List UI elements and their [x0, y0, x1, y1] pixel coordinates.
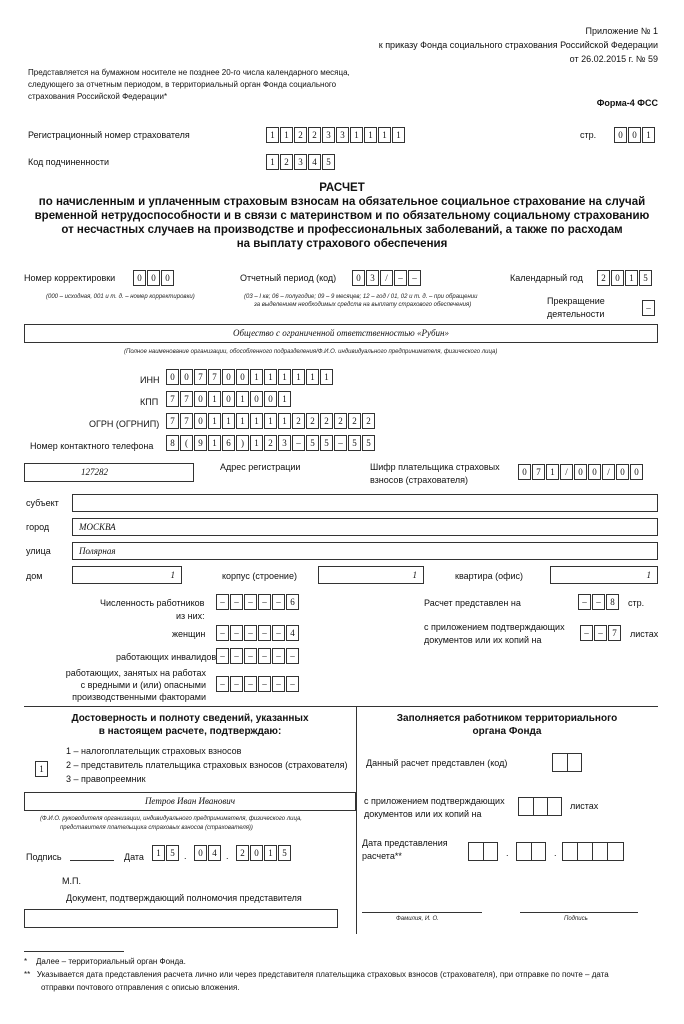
char-cell[interactable]: 0: [194, 391, 207, 407]
char-cell[interactable]: –: [216, 648, 229, 664]
char-cell[interactable]: 6: [286, 594, 299, 610]
char-cell[interactable]: –: [244, 648, 257, 664]
fund-heading-2: органа Фонда: [472, 726, 542, 737]
char-cell[interactable]: 3: [336, 127, 349, 143]
char-cell[interactable]: 0: [264, 391, 277, 407]
stop-activity-cell[interactable]: [642, 300, 656, 316]
char-cell[interactable]: –: [272, 625, 285, 641]
city-value: МОСКВА: [79, 522, 116, 532]
house-value: 1: [170, 570, 175, 580]
char-cell[interactable]: 1: [152, 845, 165, 861]
reg-number-cells[interactable]: [266, 127, 406, 143]
char-cell[interactable]: 5: [306, 435, 319, 451]
char-cell[interactable]: 1: [392, 127, 405, 143]
fund-attach-label-2: документов или их копий на: [364, 809, 482, 819]
char-cell[interactable]: 0: [611, 270, 624, 286]
fund-attach-cells[interactable]: [518, 797, 562, 816]
date-year-cells[interactable]: [236, 845, 292, 861]
city-label: город: [26, 522, 50, 532]
char-cell[interactable]: 0: [250, 391, 263, 407]
char-cell[interactable]: 0: [133, 270, 146, 286]
char-cell[interactable]: 7: [166, 413, 179, 429]
char-cell[interactable]: –: [216, 676, 229, 692]
fund-date-year[interactable]: [562, 842, 624, 861]
char-cell[interactable]: –: [258, 625, 271, 641]
fio-note-2: представителя плательщика страховых взносов (страхователя)): [60, 825, 253, 831]
char-cell[interactable]: 5: [322, 154, 335, 170]
fio-note-1: (Ф.И.О. руководителя организации, индивидуального предпринимателя, физического лица,: [40, 816, 302, 822]
corpus-value: 1: [412, 570, 417, 580]
document-title: [0, 181, 684, 251]
char-cell[interactable]: –: [578, 594, 591, 610]
char-cell[interactable]: /: [602, 464, 615, 480]
char-cell[interactable]: 1: [306, 369, 319, 385]
char-cell[interactable]: 1: [292, 369, 305, 385]
inn-cells[interactable]: [166, 369, 334, 385]
confirm-option-1: 1 – налогоплательщик страховых взносов: [66, 746, 242, 756]
char-cell[interactable]: 0: [352, 270, 365, 286]
fund-date-label-1: Дата представления: [362, 838, 448, 848]
char-cell[interactable]: 1: [208, 413, 221, 429]
char-cell[interactable]: –: [216, 625, 229, 641]
char-cell[interactable]: 1: [222, 413, 235, 429]
char-cell[interactable]: 1: [264, 369, 277, 385]
char-cell[interactable]: 0: [614, 127, 627, 143]
char-cell[interactable]: –: [258, 648, 271, 664]
char-cell[interactable]: 7: [194, 369, 207, 385]
char-cell[interactable]: 4: [286, 625, 299, 641]
hazard-label-1: работающих, занятых на работах: [65, 668, 206, 678]
char-cell[interactable]: 3: [366, 270, 379, 286]
char-cell[interactable]: 0: [630, 464, 643, 480]
fund-sign-caption: Подпись: [564, 916, 588, 922]
title-line-2: по начисленным и уплаченным страховым взносам на обязательное социальное страхование на случай: [38, 196, 646, 208]
ogrn-label: ОГРН (ОГРНИП): [89, 419, 160, 429]
char-cell[interactable]: –: [408, 270, 421, 286]
char-cell[interactable]: 0: [222, 391, 235, 407]
char-cell[interactable]: 2: [308, 127, 321, 143]
doc-field[interactable]: [24, 909, 338, 928]
corpus-label: корпус (строение): [222, 571, 297, 581]
char-cell[interactable]: 0: [588, 464, 601, 480]
fund-date-sep-1: .: [506, 848, 509, 858]
fund-month-divider: [531, 843, 532, 860]
char-cell[interactable]: 1: [236, 391, 249, 407]
char-cell[interactable]: 8: [166, 435, 179, 451]
char-cell[interactable]: –: [272, 594, 285, 610]
char-cell[interactable]: –: [244, 594, 257, 610]
fund-year-divider-1: [577, 843, 578, 860]
char-cell[interactable]: (: [180, 435, 193, 451]
page-label: стр.: [580, 130, 597, 140]
subject-label: субъект: [26, 498, 59, 508]
org-name-field[interactable]: [24, 324, 658, 343]
char-cell[interactable]: 3: [294, 154, 307, 170]
attach-label-2: документов или их копий на: [424, 635, 542, 645]
kpp-label: КПП: [140, 397, 159, 407]
date-sep-1: .: [184, 851, 187, 861]
char-cell[interactable]: 1: [350, 127, 363, 143]
corpus-field[interactable]: [318, 566, 424, 584]
fund-date-day[interactable]: [468, 842, 498, 861]
year-cells[interactable]: [597, 270, 653, 286]
fund-heading: [356, 712, 658, 738]
pages-suffix: стр.: [628, 598, 645, 608]
char-cell[interactable]: 5: [639, 270, 652, 286]
char-cell[interactable]: –: [230, 594, 243, 610]
char-cell[interactable]: 1: [35, 761, 48, 777]
subject-field[interactable]: [72, 494, 658, 512]
pages-label: Расчет представлен на: [424, 598, 521, 608]
char-cell[interactable]: 2: [597, 270, 610, 286]
submit-note-2: следующего за отчетным периодом, в территориальный орган Фонда социального: [28, 80, 337, 89]
char-cell[interactable]: –: [580, 625, 593, 641]
confirm-option-3: 3 – правопреемник: [66, 774, 146, 784]
confirm-option-2: 2 – представитель плательщика страховых взносов (страхователя): [66, 760, 348, 770]
confirm-heading-2: в настоящем расчете, подтверждаю:: [98, 726, 282, 737]
title-line-1: РАСЧЕТ: [319, 182, 365, 194]
confirm-heading-1: Достоверность и полноту сведений, указанных: [71, 713, 309, 724]
fund-attach-label-1: с приложением подтверждающих: [364, 796, 505, 806]
char-cell[interactable]: 2: [280, 154, 293, 170]
title-line-4: от несчастных случаев на производстве и профессиональных заболеваний, а также по расходам: [61, 224, 623, 236]
phone-label: Номер контактного телефона: [30, 441, 154, 451]
city-field[interactable]: [72, 518, 658, 536]
char-cell[interactable]: /: [560, 464, 573, 480]
fund-fio-line[interactable]: [362, 912, 482, 913]
char-cell[interactable]: 7: [180, 391, 193, 407]
char-cell[interactable]: 1: [266, 154, 279, 170]
period-cells[interactable]: [352, 270, 422, 286]
char-cell[interactable]: 0: [194, 413, 207, 429]
postal-index-value: 127282: [81, 467, 108, 477]
char-cell[interactable]: 7: [532, 464, 545, 480]
sign-line[interactable]: [70, 860, 114, 861]
date-month-cells[interactable]: [194, 845, 222, 861]
char-cell[interactable]: 0: [194, 845, 207, 861]
char-cell[interactable]: –: [216, 594, 229, 610]
submit-note-3: страхования Российской Федерации*: [28, 92, 168, 101]
char-cell[interactable]: –: [594, 625, 607, 641]
flat-label: квартира (офис): [455, 571, 524, 581]
period-label: Отчетный период (код): [240, 273, 337, 283]
order-line: к приказу Фонда социального страхования Российской Федерации: [378, 40, 658, 50]
confirm-heading: [24, 712, 356, 738]
char-cell[interactable]: –: [230, 648, 243, 664]
char-cell[interactable]: 2: [292, 413, 305, 429]
char-cell[interactable]: 2: [320, 413, 333, 429]
disabled-cells[interactable]: [216, 648, 300, 664]
sub-code-cells[interactable]: [266, 154, 336, 170]
confirm-code-cell[interactable]: [35, 761, 49, 777]
org-name-note: (Полное наименование организации, обособленного подразделения/Ф.И.О. индивидуального предпринимателя, физического лица): [124, 349, 498, 355]
char-cell[interactable]: 1: [278, 369, 291, 385]
char-cell[interactable]: 0: [161, 270, 174, 286]
attach-label-1: с приложением подтверждающих: [424, 622, 565, 632]
char-cell[interactable]: 2: [334, 413, 347, 429]
char-cell[interactable]: 1: [264, 845, 277, 861]
sub-code-label: Код подчиненности: [28, 157, 110, 167]
staff-count-label-2: из них:: [176, 611, 205, 621]
char-cell[interactable]: 1: [280, 127, 293, 143]
char-cell[interactable]: 5: [166, 845, 179, 861]
char-cell[interactable]: 2: [236, 845, 249, 861]
char-cell[interactable]: 1: [642, 127, 655, 143]
fund-attach-suffix: листах: [570, 801, 599, 811]
attach-cells[interactable]: [580, 625, 622, 641]
hazard-label-3: производственными факторами: [72, 692, 206, 702]
fund-sign-line[interactable]: [520, 912, 638, 913]
char-cell[interactable]: /: [380, 270, 393, 286]
ogrn-cells[interactable]: [166, 413, 376, 429]
section-divider: [24, 706, 658, 707]
hazard-cells[interactable]: [216, 676, 300, 692]
page-number-cells[interactable]: [614, 127, 656, 143]
house-label: дом: [26, 571, 43, 581]
char-cell[interactable]: 0: [180, 369, 193, 385]
char-cell[interactable]: –: [230, 676, 243, 692]
cipher-label-2: взносов (страхователя): [370, 475, 469, 485]
staff-count-cells[interactable]: [216, 594, 300, 610]
char-cell[interactable]: 1: [264, 413, 277, 429]
char-cell[interactable]: 5: [362, 435, 375, 451]
char-cell[interactable]: 1: [320, 369, 333, 385]
fund-submitted-label: Данный расчет представлен (код): [366, 758, 508, 768]
form-name: Форма-4 ФСС: [596, 98, 658, 108]
char-cell[interactable]: 2: [348, 413, 361, 429]
date-sep-2: .: [226, 851, 229, 861]
fio-value: Петров Иван Иванович: [144, 796, 236, 806]
char-cell[interactable]: –: [286, 676, 299, 692]
street-label: улица: [26, 546, 51, 556]
char-cell[interactable]: 1: [278, 391, 291, 407]
char-cell[interactable]: 1: [208, 435, 221, 451]
char-cell[interactable]: 0: [250, 845, 263, 861]
char-cell[interactable]: 1: [250, 435, 263, 451]
cipher-cells[interactable]: [518, 464, 644, 480]
stop-label-2: деятельности: [547, 309, 605, 319]
footnote-1: * Далее – территориальный орган Фонда.: [24, 957, 186, 966]
char-cell[interactable]: 7: [608, 625, 621, 641]
flat-value: 1: [646, 570, 651, 580]
char-cell[interactable]: 8: [606, 594, 619, 610]
fund-heading-1: Заполняется работником территориального: [396, 713, 618, 724]
attach-suffix: листах: [630, 629, 659, 639]
column-divider: [356, 706, 357, 934]
date-day-cells[interactable]: [152, 845, 180, 861]
char-cell[interactable]: 4: [308, 154, 321, 170]
fund-day-divider: [483, 843, 484, 860]
char-cell[interactable]: 5: [348, 435, 361, 451]
hazard-label-2: с вредными и (или) опасными: [80, 680, 206, 690]
footnote-3: отправки почтового отправления с описью вложения.: [41, 983, 240, 992]
fund-code-divider: [567, 754, 568, 771]
char-cell[interactable]: 0: [628, 127, 641, 143]
char-cell[interactable]: 0: [518, 464, 531, 480]
char-cell[interactable]: –: [334, 435, 347, 451]
sign-label: Подпись: [26, 852, 62, 862]
footnote-separator: [24, 951, 124, 952]
date-label: Дата: [124, 852, 144, 862]
fund-date-month[interactable]: [516, 842, 546, 861]
house-field[interactable]: [72, 566, 182, 584]
correction-note: (000 – исходная, 001 и т. д. – номер корректировки): [46, 294, 195, 300]
char-cell[interactable]: –: [292, 435, 305, 451]
street-field[interactable]: [72, 542, 658, 560]
org-name-value: Общество с ограниченной ответственностью «Рубин»: [233, 328, 449, 338]
fund-attach-divider-1: [533, 798, 534, 815]
fund-year-divider-2: [592, 843, 593, 860]
doc-label: Документ, подтверждающий полномочия представителя: [66, 893, 302, 903]
char-cell[interactable]: 1: [250, 369, 263, 385]
women-label: женщин: [172, 629, 206, 639]
char-cell[interactable]: –: [244, 676, 257, 692]
char-cell[interactable]: 1: [625, 270, 638, 286]
char-cell[interactable]: 1: [266, 127, 279, 143]
street-value: Полярная: [79, 546, 116, 556]
cipher-label-1: Шифр плательщика страховых: [370, 462, 500, 472]
char-cell[interactable]: –: [258, 676, 271, 692]
correction-label: Номер корректировки: [24, 273, 116, 283]
fio-field[interactable]: [24, 792, 356, 811]
stop-label-1: Прекращение: [547, 296, 605, 306]
char-cell[interactable]: 5: [320, 435, 333, 451]
char-cell[interactable]: 0: [166, 369, 179, 385]
char-cell[interactable]: 3: [322, 127, 335, 143]
period-note-1: (03 – I кв; 06 – полугодие; 09 – 9 месяцев; 12 – год / 01, 02 и т. д. – при обращении: [244, 294, 478, 300]
char-cell[interactable]: 1: [236, 413, 249, 429]
char-cell[interactable]: 5: [278, 845, 291, 861]
inn-label: ИНН: [140, 375, 160, 385]
fund-year-divider-3: [607, 843, 608, 860]
correction-cells[interactable]: [133, 270, 175, 286]
char-cell[interactable]: 9: [194, 435, 207, 451]
char-cell[interactable]: 1: [250, 413, 263, 429]
stamp-place: М.П.: [62, 876, 81, 886]
address-label: Адрес регистрации: [220, 462, 301, 472]
char-cell[interactable]: –: [592, 594, 605, 610]
char-cell[interactable]: 7: [208, 369, 221, 385]
char-cell[interactable]: –: [642, 300, 655, 316]
appendix-number: Приложение № 1: [585, 26, 658, 36]
char-cell[interactable]: –: [230, 625, 243, 641]
fund-date-label-2: расчета**: [362, 851, 402, 861]
year-label: Календарный год: [510, 273, 583, 283]
char-cell[interactable]: –: [258, 594, 271, 610]
char-cell[interactable]: 1: [546, 464, 559, 480]
char-cell[interactable]: 0: [147, 270, 160, 286]
reg-number-label: Регистрационный номер страхователя: [28, 130, 190, 140]
order-date: от 26.02.2015 г. № 59: [569, 54, 658, 64]
char-cell[interactable]: 7: [166, 391, 179, 407]
fund-submitted-code[interactable]: [552, 753, 582, 772]
phone-cells[interactable]: [166, 435, 376, 451]
char-cell[interactable]: –: [286, 648, 299, 664]
char-cell[interactable]: 3: [278, 435, 291, 451]
flat-field[interactable]: [550, 566, 658, 584]
char-cell[interactable]: 1: [208, 391, 221, 407]
char-cell[interactable]: 7: [180, 413, 193, 429]
char-cell[interactable]: –: [272, 676, 285, 692]
footnote-2: ** Указывается дата представления расчета лично или через представителя плательщика страховых взносов (страхователя), при отправке по почте – дата: [24, 970, 609, 979]
period-note-2: за выделением необходимых средств на выплату страхового обеспечения): [254, 302, 472, 308]
char-cell[interactable]: 0: [222, 369, 235, 385]
staff-count-label-1: Численность работников: [100, 598, 205, 608]
disabled-label: работающих инвалидов: [116, 652, 217, 662]
char-cell[interactable]: 6: [222, 435, 235, 451]
fund-attach-divider-2: [547, 798, 548, 815]
kpp-cells[interactable]: [166, 391, 292, 407]
char-cell[interactable]: –: [244, 625, 257, 641]
char-cell[interactable]: 0: [236, 369, 249, 385]
char-cell[interactable]: –: [394, 270, 407, 286]
postal-index-field[interactable]: [24, 463, 194, 482]
char-cell[interactable]: 2: [306, 413, 319, 429]
char-cell[interactable]: 2: [294, 127, 307, 143]
char-cell[interactable]: 2: [362, 413, 375, 429]
char-cell[interactable]: 0: [616, 464, 629, 480]
char-cell[interactable]: 1: [364, 127, 377, 143]
char-cell[interactable]: 4: [208, 845, 221, 861]
char-cell[interactable]: 1: [278, 413, 291, 429]
submit-note-1: Представляется на бумажном носителе не позднее 20-го числа календарного месяца,: [28, 68, 350, 77]
char-cell[interactable]: 0: [574, 464, 587, 480]
title-line-5: на выплату страхового обеспечения: [236, 238, 448, 250]
char-cell[interactable]: 1: [378, 127, 391, 143]
char-cell[interactable]: –: [272, 648, 285, 664]
title-line-3: временной нетрудоспособности и в связи с материнством и по обязательному социальному страхованию: [34, 210, 650, 222]
char-cell[interactable]: ): [236, 435, 249, 451]
fund-fio-caption: Фамилия, И. О.: [396, 916, 439, 922]
pages-cells[interactable]: [578, 594, 620, 610]
fund-date-sep-2: .: [554, 848, 557, 858]
char-cell[interactable]: 2: [264, 435, 277, 451]
women-cells[interactable]: [216, 625, 300, 641]
